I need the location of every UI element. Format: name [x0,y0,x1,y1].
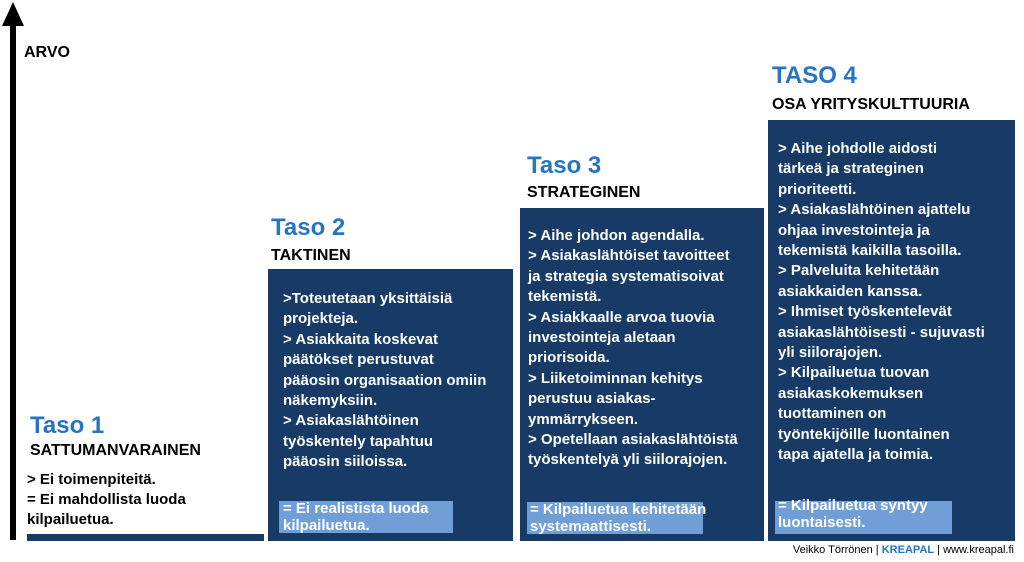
level-1-title: Taso 1 [30,412,105,439]
level-4-line: asiakkaiden kanssa. [778,282,923,300]
level-3-line: > Opetellaan asiakaslähtöistä [528,431,738,449]
level-3-line: > Asiakkaalle arvoa tuovia [528,308,715,326]
level-4-line: asiakaslähtöisesti - sujuvasti [778,323,985,341]
level-3-line: ja strategia systematisoivat [528,267,724,285]
footer-credit: Veikko Törrönen | KREAPAL | www.kreapal.fi [792,544,1014,556]
level-1-description [27,470,186,530]
axis-label: ARVO [24,44,70,61]
level-2-subtitle: TAKTINEN [271,247,351,264]
level-2-line: työskentely tapahtuu [283,432,434,450]
level-3-line: > Asiakaslähtöiset tavoitteet [528,247,730,265]
level-2-line: > Asiakaslähtöinen [283,412,419,430]
level-4-line: > Aihe johdolle aidosti [778,140,938,157]
level-4-line: > Kilpailuetua tuovan [778,364,930,382]
level-4-line: > Asiakaslähtöinen ajattelu [778,201,971,219]
level-4-line: asiakaskokemuksen [778,384,924,402]
level-4-line: > Palveluita kehitetään [778,262,940,280]
level-4-line: prioriteetti. [778,180,857,198]
level-3-subtitle: STRATEGINEN [527,184,641,201]
level-2-line: näkemyksiin. [283,392,378,410]
level-3-description [528,226,738,471]
level-4-summary-line: luontaisesti. [778,514,866,531]
level-3-summary-line: = Kilpailuetua kehitetään [530,501,707,518]
level-1-subtitle: SATTUMANVARAINEN [30,442,201,459]
level-1-line: > Ei toimenpiteitä. [27,471,156,488]
level-4-line: tekemistä kaikilla tasoilla. [778,242,962,260]
level-3-summary [530,501,706,535]
level-3-line: > Liiketoiminnan kehitys [528,369,703,387]
level-4-line: työntekijöille luontainen [778,425,950,443]
level-3-line: työskentelyä yli siilorajojen. [528,451,728,469]
level-1-base-bar [27,534,264,541]
level-1-line: kilpailuetua. [27,511,114,528]
level-2-line: päätökset perustuvat [283,351,434,369]
level-3-line: perustuu asiakas- [528,390,656,408]
level-4-line: > Ihmiset työskentelevät [778,303,952,321]
level-3-line: investointeja aletaan [528,329,676,347]
level-2-summary [283,500,428,534]
value-axis-arrow [10,22,16,540]
footer-author: Veikko Törrönen [792,544,873,556]
level-2-line: pääosin organisaation omiin [283,371,487,389]
level-1-line: = Ei mahdollista luoda [27,491,186,508]
level-3-line: ymmärrykseen. [528,410,639,428]
level-3-line: priorisoida. [528,349,610,367]
level-3-line: > Aihe johdon agendalla. [528,227,705,244]
level-4-summary-line: = Kilpailuetua syntyy [778,497,928,514]
level-4-subtitle: OSA YRITYSKULTTUURIA [772,96,970,113]
level-2-line: >Toteutetaan yksittäisiä [283,290,453,307]
level-2-title: Taso 2 [271,214,346,241]
level-4-line: tapa ajatella ja toimia. [778,446,934,464]
level-2-summary-line: kilpailuetua. [283,517,370,534]
level-2-description [283,289,486,473]
footer-website: www.kreapal.fi [943,544,1014,556]
level-4-title: TASO 4 [772,62,857,89]
level-3-title: Taso 3 [527,152,602,179]
level-4-line: ohjaa investointeja ja [778,221,930,239]
level-2-line: > Asiakkaita koskevat [283,330,438,348]
level-4-line: tärkeä ja strateginen [778,160,924,178]
level-4-description [778,139,985,466]
level-2-line: projekteja. [283,310,359,328]
level-4-line: tuottaminen on [778,405,887,423]
level-3-line: tekemistä. [528,288,602,306]
level-2-line: pääosin siiloissa. [283,453,408,471]
level-4-line: yli siilorajojen. [778,344,883,362]
arrow-up-icon [2,2,24,26]
level-2-summary-line: = Ei realistista luoda [283,500,429,517]
footer-brand: KREAPAL [881,544,935,556]
level-4-summary [778,497,928,531]
level-3-summary-line: systemaattisesti. [530,518,651,535]
